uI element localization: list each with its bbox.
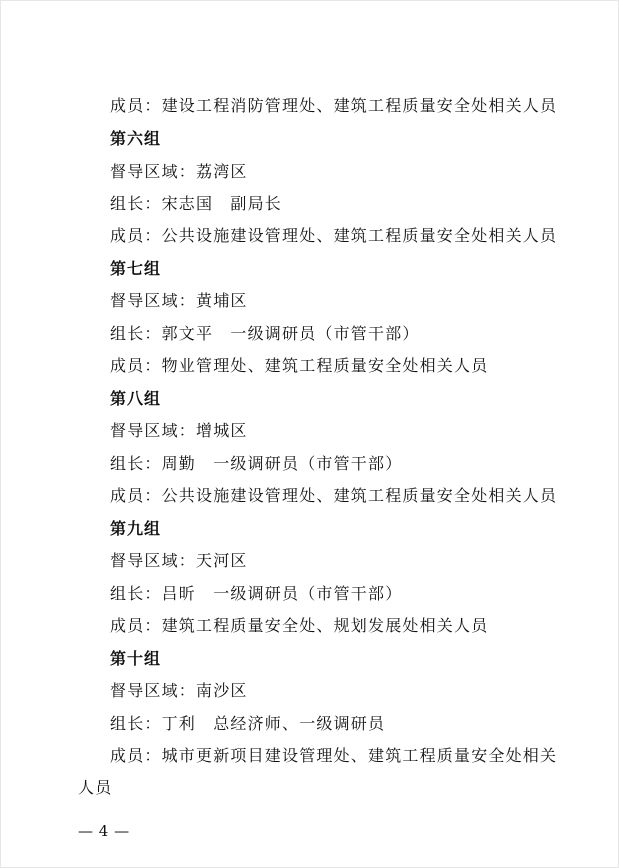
group10-region: 督导区域：南沙区 (110, 681, 248, 700)
group6-members: 成员：公共设施建设管理处、建筑工程质量安全处相关人员 (110, 226, 558, 245)
group8-heading: 第八组 (110, 389, 162, 408)
group9-heading: 第九组 (110, 519, 162, 538)
group10-members-continued: 人员 (78, 778, 113, 797)
group7-region: 督导区域：黄埔区 (110, 291, 248, 310)
group10-leader: 组长：丁利 总经济师、一级调研员 (110, 714, 386, 733)
group7-heading: 第七组 (110, 259, 162, 278)
group6-leader: 组长：宋志国 副局长 (110, 194, 283, 213)
group10-heading: 第十组 (110, 649, 162, 668)
group8-leader: 组长：周勤 一级调研员（市管干部） (110, 454, 403, 473)
group6-heading: 第六组 (110, 129, 162, 148)
group6-region: 督导区域：荔湾区 (110, 162, 248, 181)
group8-region: 督导区域：增城区 (110, 421, 248, 440)
group7-leader: 组长：郭文平 一级调研员（市管干部） (110, 324, 420, 343)
page-number: — 4 — (78, 822, 130, 840)
group9-leader: 组长：吕昕 一级调研员（市管干部） (110, 584, 403, 603)
group5-members: 成员：建设工程消防管理处、建筑工程质量安全处相关人员 (110, 96, 558, 115)
group9-members: 成员：建筑工程质量安全处、规划发展处相关人员 (110, 616, 489, 635)
group9-region: 督导区域：天河区 (110, 551, 248, 570)
group7-members: 成员：物业管理处、建筑工程质量安全处相关人员 (110, 356, 489, 375)
group10-members: 成员：城市更新项目建设管理处、建筑工程质量安全处相关 (110, 746, 558, 765)
group8-members: 成员：公共设施建设管理处、建筑工程质量安全处相关人员 (110, 486, 558, 505)
